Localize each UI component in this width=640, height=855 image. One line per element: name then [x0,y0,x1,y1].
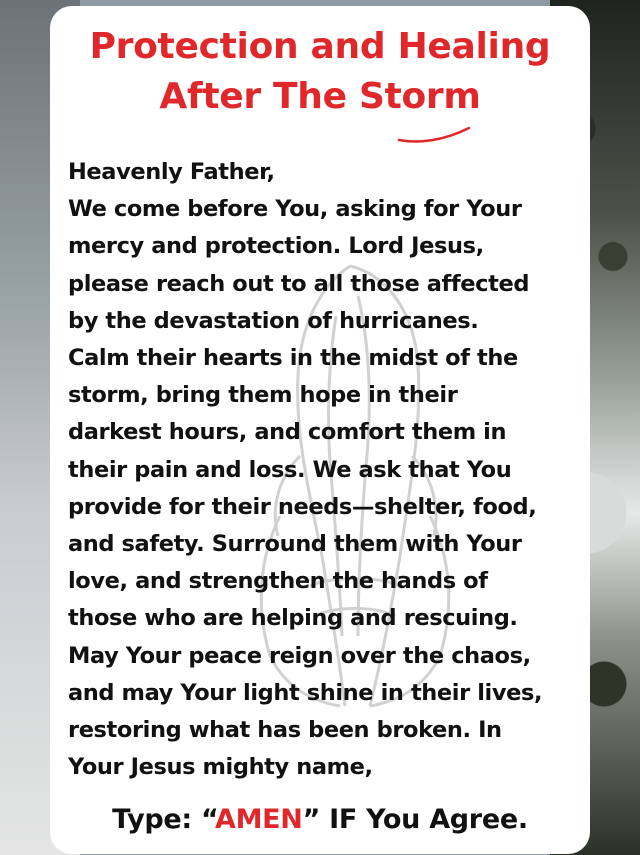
prayer-line: by the devastation of hurricanes. [68,307,479,334]
prayer-line: May Your peace reign over the chaos, [68,642,531,669]
page-title [50,22,590,122]
prayer-text [68,154,578,786]
prayer-line: mercy and protection. Lord Jesus, [68,233,484,260]
prayer-line: Heavenly Father, [68,159,275,185]
prayer-line: provide for their needs—shelter, food, [68,493,537,520]
prayer-line: storm, bring them hope in their [68,382,458,409]
prayer-line: Your Jesus mighty name, [68,754,373,781]
call-to-action [50,800,590,840]
prayer-line: their pain and loss. We ask that You [68,456,512,483]
prayer-line: Calm their hearts in the midst of the [68,345,518,372]
prayer-line: love, and strengthen the hands of [68,568,488,595]
prayer-line: darkest hours, and comfort them in [68,419,507,446]
prayer-line: restoring what has been broken. In [68,717,502,744]
prayer-line: please reach out to all those affected [68,270,530,297]
footer-prefix: Type: “ [112,804,215,835]
footer-suffix: ” IF You Agree. [302,804,528,835]
prayer-line: those who are helping and rescuing. [68,605,518,632]
amen-keyword: AMEN [215,804,303,835]
prayer-card [50,6,590,854]
prayer-line: and may Your light shine in their lives, [68,679,543,706]
prayer-line: We come before You, asking for Your [68,196,522,223]
title-line-2: After The Storm [159,76,481,117]
prayer-line: and safety. Surround them with Your [68,531,522,558]
title-line-1: Protection and Healing [89,26,551,67]
underline-swoosh-icon [395,122,475,146]
